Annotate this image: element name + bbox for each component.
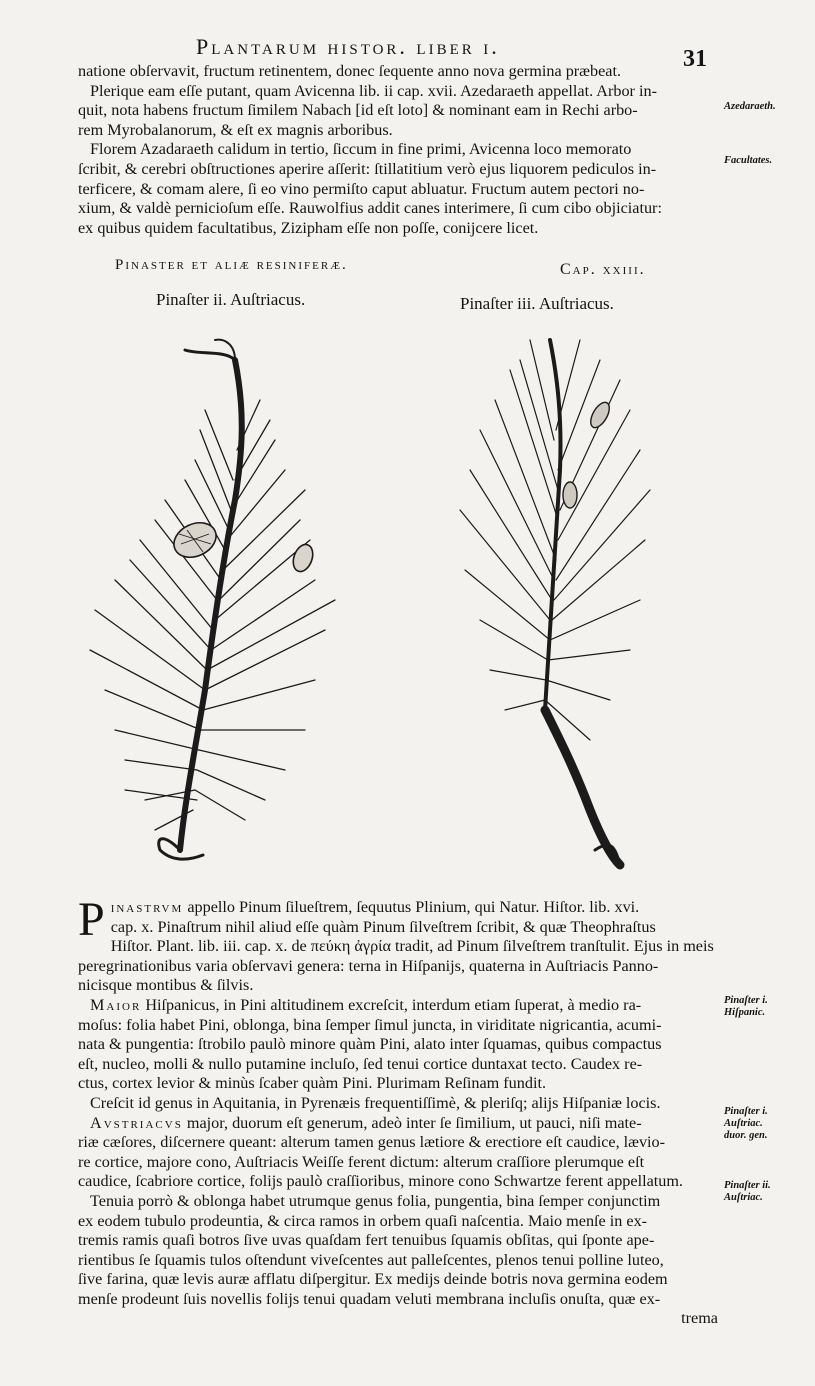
text-line: ctus, cortex levior & minùs ſcaber quàm Pini. Plurimam Reſinam fundit. [78,1074,547,1093]
text-line: menſe prodeunt ſuis novellis folijs tenui quadam veluti membrana incluſis onuſta, quæ ex- [78,1289,661,1308]
figure-caption-right: Pinaſter iii. Auſtriacus. [460,294,614,313]
figure-caption-left: Pinaſter ii. Auſtriacus. [156,290,306,309]
text-line: eſt, nucleo, molli & nullo putamine incluſo, ſed tenui cortice duntaxat tecto. Caudex re- [78,1054,643,1073]
text-line: caudice, ſcabriore cortice, folijs paulò craſſioribus, minore cono Schwartze ferent appellatum. [78,1172,683,1191]
text-line: riæ cæſores, diſcernere queant: alterum tamen genus lætiore & erectiore eſt caudice, lævio- [78,1133,666,1152]
text-line: natione obſervavit, fructum retinentem, donec ſequente anno nova germina præbeat. [78,62,621,80]
pinaster-iii-illustration [450,320,660,880]
text-line: Hiſtor. Plant. lib. iii. cap. x. de πεύκη ἀγρία tradit, ad Pinum ſilveſtrem tranſtulit. Ejus in meis [110,937,714,956]
lead-word: Maior [90,995,142,1014]
marginal-note-pinaster-i-austriac [724,1106,814,1142]
marginal-line: Auſtriac. [724,1118,763,1129]
marginal-note-pinaster-ii-austriac [724,1180,814,1204]
text-line: xium, & valdè pernicioſum eſſe. Rauwolfius addit canes interimere, ſi cum cibo objiciatur: [78,199,662,218]
paragraph-pinastrum [78,893,718,996]
marginal-line: Hiſpanic. [724,1007,766,1018]
text-line: appello Pinum ſilueſtrem, ſequutus Plinium, qui Natur. Hiſtor. lib. xvi. [187,898,640,916]
marginal-line: Pinaſter ii. [724,1180,771,1191]
text-line: Hiſpanicus, in Pini altitudinem excreſcit, interdum etiam ſuperat, à medio ra- [145,995,642,1014]
chapter-number: Cap. xxiii. [560,261,646,278]
main-text [78,893,718,1329]
drop-cap: P [78,893,105,946]
marginal-note-pinaster-i-hispanic [724,995,814,1019]
chapter-title: Pinaster et aliæ resiniferæ. [115,257,348,273]
marginal-line: duor. gen. [724,1130,768,1141]
text-line: quit, nota habens fructum ſimilem Nabach [id eſt loto] & nominant eam in Rechi arbo- [78,101,638,120]
lead-word: inastrvm [110,898,184,916]
paragraph-tenuia [78,1192,718,1310]
lead-word: Avstriacvs [90,1113,183,1132]
text-line: cap. x. Pinaſtrum nihil aliud eſſe quàm Pinum ſilveſtrem ſcribit, & quæ Theophraſtus [110,917,656,936]
text-line: moſus: folia habet Pini, oblonga, bina ſemper ſimul juncta, in viriditate nigricantia, acumi- [78,1015,662,1034]
text-line: Plerique eam eſſe putant, quam Avicenna lib. ii cap. xvii. Azedaraeth appellat. Arbor in- [90,81,657,100]
paragraph-maior [78,996,718,1094]
running-head: Plantarum histor. liber i. [196,34,500,59]
marginal-line: Pinaſter i. [724,995,768,1006]
text-line: tremis ramis quaſi botros ſive uvas quaſdam fert tenuibus ſquamis obſitas, qui ſponte ape- [78,1231,655,1250]
pinaster-ii-illustration [85,330,345,870]
text-line: Tenuia porrò & oblonga habet utrumque genus folia, pungentia, bina ſemper conjunctim [90,1191,661,1210]
intro-text [78,62,718,238]
paragraph-austriacus [78,1114,718,1192]
text-line: terficere, & comam alere, ſi eo vino permiſto caput abluatur. Fructum autem pectori no- [78,179,645,198]
text-line: Creſcit id genus in Aquitania, in Pyrenæis frequentiſſimè, & pleriſq; alijs Hiſpaniæ locis. [90,1093,661,1112]
marginal-line: Auſtriac. [724,1192,763,1203]
text-line: ex quibus quidem facultatibus, Zizipham eſſe non poſſe, conijcere licet. [78,218,539,237]
text-line: rem Myrobalanorum, & eſt ex magnis arboribus. [78,120,393,139]
text-line: Florem Azadaraeth calidum in tertio, ſiccum in fine primi, Avicenna loco memorato [90,140,632,159]
text-line: rientibus ſe ſquamis tulos oſtendunt viveſcentes aut palleſcentes, plenos tenui polline luteo, [78,1250,664,1269]
page-number: 31 [683,46,707,72]
text-line: nata & pungentia: ſtrobilo paulò minore quàm Pini, alato inter ſquamas, quibus compactus [78,1035,662,1054]
catchword: trema [681,1309,718,1328]
text-line: nicisque montibus & ſilvis. [78,976,254,995]
text-line: ſive farina, quæ levis auræ afflatu diſpergitur. Ex medijs deinde botris nova germina eodem [78,1270,668,1289]
text-line: re cortice, majore cono, Auſtriacis Weiſſe ferent dictum: alterum craſſiore plerumque eſt [78,1152,645,1171]
paragraph-crescit [78,1094,718,1114]
marginal-note-azedaraeth: Azedaraeth. [724,101,776,112]
marginal-note-facultates: Facultates. [724,155,773,166]
marginal-line: Pinaſter i. [724,1106,768,1117]
text-line: peregrinationibus varia obſervavi genera: terna in Hiſpanijs, quaterna in Auſtriacis Panno- [78,956,659,975]
text-line: ex eodem tubulo prodeuntia, & circa ramos in orbem quaſi naſcentia. Maio menſe in ex- [78,1211,648,1230]
text-line: ſcribit, & cerebri obſtructiones aperire aſſerit: ſtillatitium verò ejus liquorem pediculos in- [78,159,657,178]
text-line: major, duorum eſt generum, adeò inter ſe ſimilium, ut pauci, niſi mate- [186,1113,642,1132]
